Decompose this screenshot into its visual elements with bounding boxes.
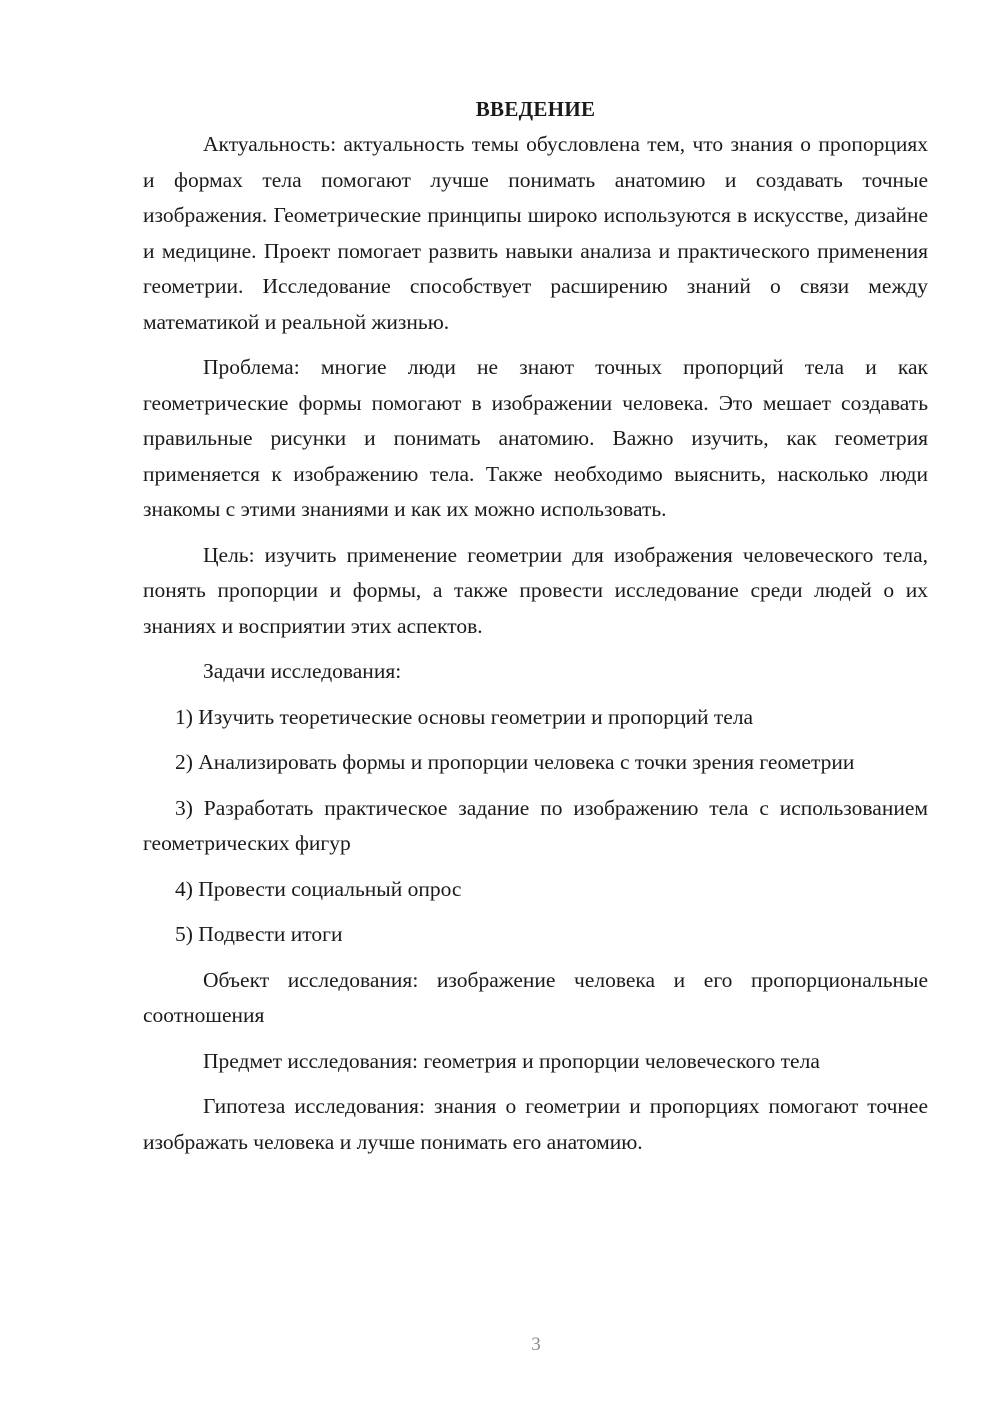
task-item-4: 4) Провести социальный опрос <box>175 876 462 901</box>
task-item-2: 2) Анализировать формы и пропорции человека с точки зрения геометрии <box>175 750 855 774</box>
document-page <box>143 92 928 1170</box>
goal-paragraph: Цель: изучить применение геометрии для изображения человеческого тела, понять пропорции и формы, а также провести исследование среди людей о их знаниях и восприятии этих аспектов. <box>143 542 928 638</box>
hypothesis-paragraph: Гипотеза исследования: знания о геометрии и пропорциях помогают точнее изображать человека и лучше понимать его анатомию. <box>143 1094 928 1154</box>
relevance-paragraph: Актуальность: актуальность темы обусловлена тем, что знания о пропорциях и формах тела помогают лучше понимать анатомию и создавать точные изображения. Геометрические принципы широко используются в искусстве, дизайне и медицине. Проект помогает развить навыки анализа и практического применения геометрии. Исследование способствует расширению знаний о связи между математикой и реальной жизнью. <box>143 132 928 334</box>
page-number: 3 <box>531 1334 541 1355</box>
subject-paragraph: Предмет исследования: геометрия и пропорции человеческого тела <box>203 1048 820 1073</box>
task-item-5: 5) Подвести итоги <box>175 922 343 946</box>
section-heading: ВВЕДЕНИЕ <box>475 97 596 121</box>
task-item-1: 1) Изучить теоретические основы геометрии и пропорций тела <box>175 704 754 729</box>
task-item-3: 3) Разработать практическое задание по изображению тела с использованием геометрических фигур <box>143 795 928 855</box>
tasks-intro: Задачи исследования: <box>203 659 402 683</box>
problem-paragraph: Проблема: многие люди не знают точных пропорций тела и как геометрические формы помогают в изображении человека. Это мешает создавать правильные рисунки и понимать анатомию. Важно изучить, как геометрия применяется к изображению тела. Также необходимо выяснить, насколько люди знакомы с этими знаниями и как их можно использовать. <box>143 355 928 521</box>
object-paragraph: Объект исследования: изображение человека и его пропорциональные соотношения <box>143 967 928 1027</box>
